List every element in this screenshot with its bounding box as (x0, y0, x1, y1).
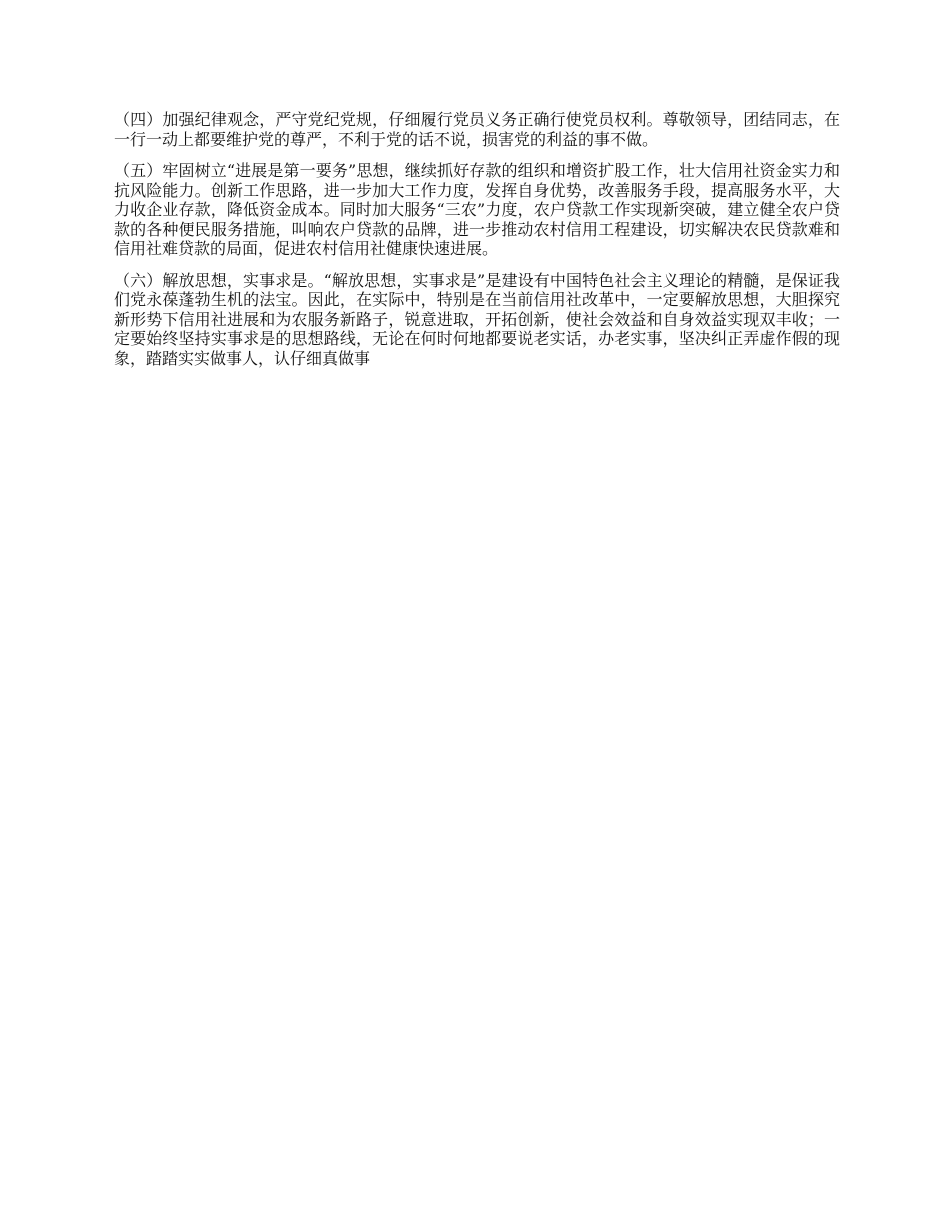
paragraph-emancipate-mind: （六）解放思想，实事求是。“解放思想，实事求是”是建设有中国特色社会主义理论的精髓，是保证我们党永葆蓬勃生机的法宝。因此，在实际中，特别是在当前信用社改革中，一定要解放思想，大胆探究新形势下信用社进展和为农服务新路子，锐意进取，开拓创新，使社会效益和自身效益实现双丰收；一定要始终坚持实事求是的思想路线，无论在何时何地都要说老实话，办老实事，坚决纠正弄虚作假的现象，踏踏实实做事人，认仔细真做事 (114, 270, 840, 368)
paragraph-discipline: （四）加强纪律观念，严守党纪党规，仔细履行党员义务正确行使党员权利。尊敬领导，团结同志，在一行一动上都要维护党的尊严，不利于党的话不说，损害党的利益的事不做。 (114, 110, 840, 149)
paragraph-development: （五）牢固树立“进展是第一要务”思想，继续抓好存款的组织和增资扩股工作，壮大信用社资金实力和抗风险能力。创新工作思路，进一步加大工作力度，发挥自身优势，改善服务手段，提高服务水平，大力收企业存款，降低资金成本。同时加大服务“三农”力度，农户贷款工作实现新突破，建立健全农户贷款的各种便民服务措施，叫响农户贷款的品牌，进一步推动农村信用工程建设，切实解决农民贷款难和信用社难贷款的局面，促进农村信用社健康快速进展。 (114, 161, 840, 258)
document-body (114, 110, 840, 380)
